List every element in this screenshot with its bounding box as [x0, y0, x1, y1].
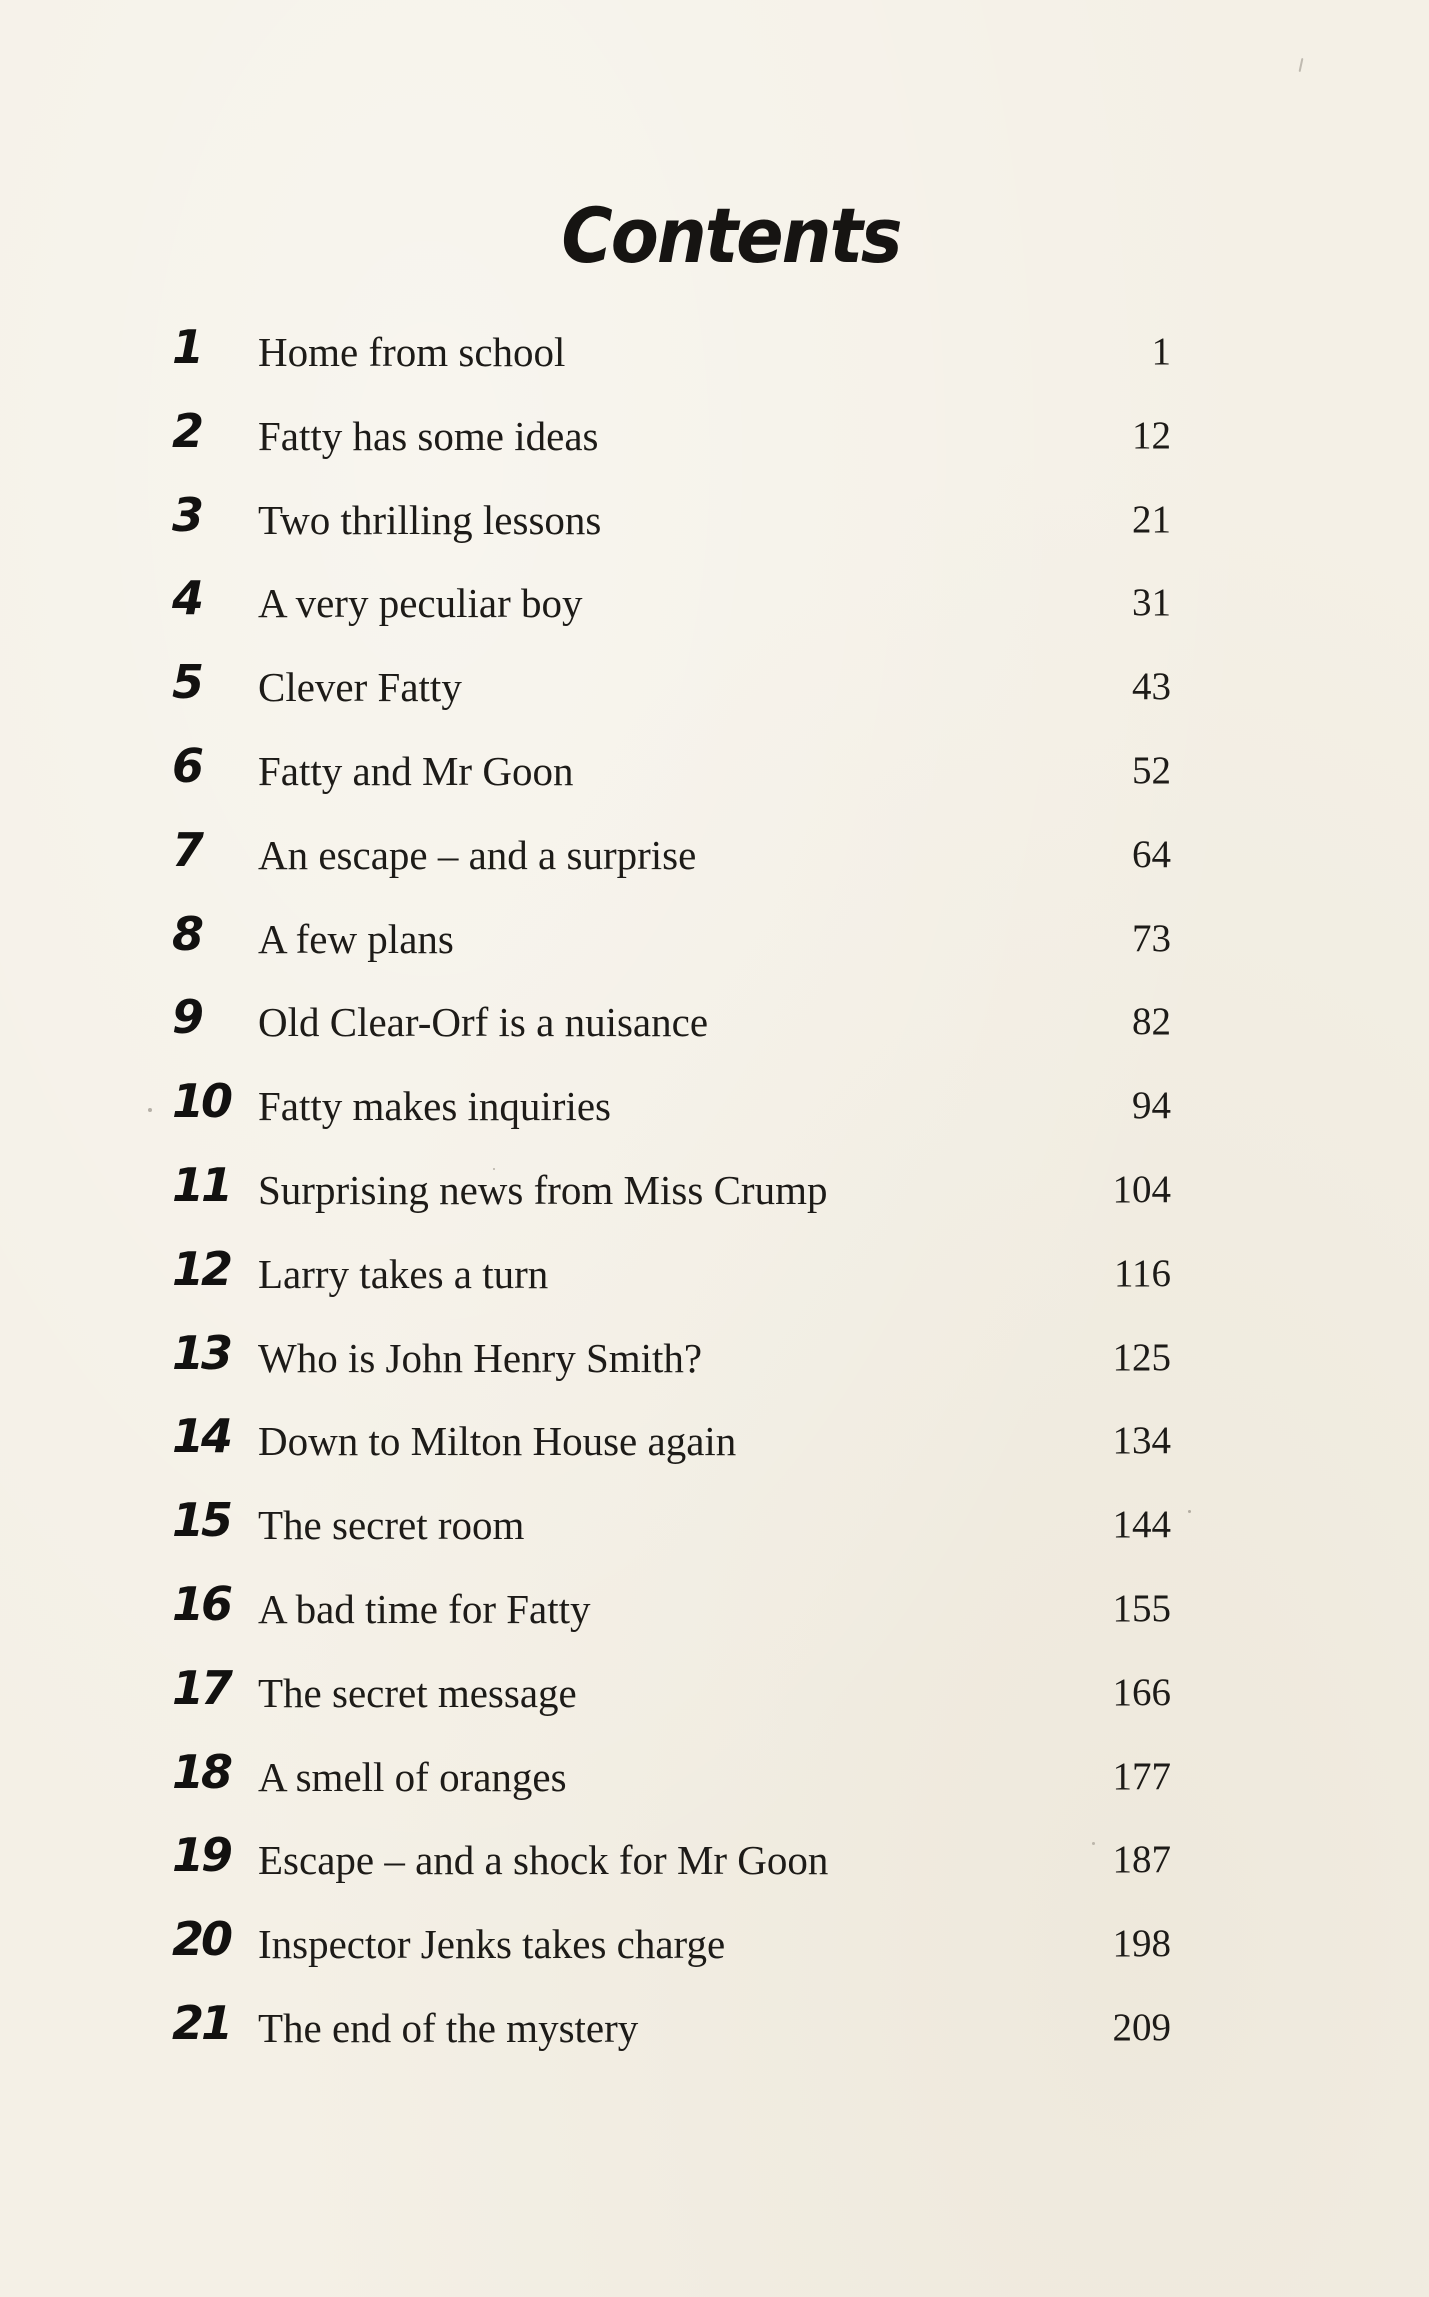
toc-entry: [0, 1491, 1429, 1575]
chapter-page-number: 1: [1151, 330, 1171, 373]
chapter-number: 19: [172, 1828, 231, 1883]
toc-entry: [0, 1072, 1429, 1156]
chapter-number: 10: [172, 1074, 231, 1129]
chapter-page-number: 52: [1132, 748, 1171, 792]
chapter-title: Fatty makes inquiries: [258, 1083, 612, 1130]
chapter-page-number: 166: [1112, 1670, 1171, 1714]
chapter-page-number: 104: [1112, 1167, 1171, 1211]
toc-entry: [0, 318, 1429, 402]
chapter-page-number: 187: [1112, 1838, 1171, 1882]
chapter-page-number: 209: [1112, 2005, 1171, 2049]
chapter-title: Surprising news from Miss Crump: [258, 1166, 828, 1213]
chapter-number: 6: [172, 738, 202, 793]
chapter-number: 13: [172, 1325, 231, 1380]
chapter-title: A very peculiar boy: [258, 580, 583, 627]
toc-entry: [0, 988, 1429, 1072]
chapter-title: Home from school: [258, 329, 566, 375]
toc-entry: [0, 905, 1429, 989]
chapter-number: 18: [172, 1744, 231, 1799]
chapter-number: 11: [172, 1157, 231, 1212]
toc-entry: [0, 1156, 1429, 1240]
chapter-number: 1: [172, 320, 202, 374]
chapter-number: 17: [172, 1660, 231, 1715]
chapter-page-number: 21: [1132, 497, 1171, 541]
toc-entry: [0, 1575, 1429, 1659]
toc-entry: [0, 1324, 1429, 1408]
chapter-number: 2: [172, 403, 202, 458]
chapter-page-number: 12: [1132, 413, 1171, 457]
chapter-page-number: 116: [1113, 1251, 1171, 1295]
toc-entry: [0, 1994, 1429, 2078]
table-of-contents: [0, 318, 1429, 2078]
chapter-number: 5: [172, 655, 202, 710]
toc-entry: [0, 569, 1429, 653]
chapter-page-number: 198: [1112, 1922, 1171, 1966]
chapter-title: Who is John Henry Smith?: [258, 1334, 703, 1381]
chapter-number: 12: [172, 1241, 231, 1296]
chapter-title: The secret message: [258, 1669, 577, 1716]
chapter-title: An escape – and a surprise: [258, 831, 697, 878]
chapter-number: 15: [172, 1493, 231, 1548]
toc-entry: [0, 821, 1429, 905]
toc-entry: [0, 1743, 1429, 1827]
chapter-number: 4: [172, 571, 202, 626]
chapter-title: Fatty and Mr Goon: [258, 747, 574, 794]
toc-entry: [0, 1659, 1429, 1743]
chapter-title: A smell of oranges: [258, 1753, 567, 1800]
chapter-page-number: 64: [1132, 832, 1171, 876]
toc-entry: [0, 1407, 1429, 1491]
chapter-number: 16: [172, 1576, 231, 1631]
chapter-number: 9: [172, 990, 202, 1045]
toc-entry: [0, 1910, 1429, 1994]
chapter-title: The secret room: [258, 1502, 525, 1549]
page-title: Contents: [561, 191, 901, 281]
chapter-title: The end of the mystery: [258, 2004, 639, 2051]
toc-entry: [0, 737, 1429, 821]
chapter-page-number: 144: [1112, 1503, 1171, 1547]
chapter-page-number: 155: [1112, 1586, 1171, 1630]
chapter-title: Down to Milton House again: [258, 1418, 737, 1465]
chapter-number: 21: [172, 1995, 231, 2050]
chapter-title: Fatty has some ideas: [258, 412, 599, 459]
chapter-page-number: 73: [1132, 916, 1171, 960]
toc-entry: [0, 653, 1429, 737]
toc-entry: [0, 1826, 1429, 1910]
chapter-page-number: 31: [1132, 581, 1171, 625]
chapter-page-number: 94: [1132, 1084, 1171, 1128]
chapter-title: Two thrilling lessons: [258, 496, 602, 543]
chapter-title: Clever Fatty: [258, 664, 462, 711]
chapter-title: A few plans: [258, 915, 454, 962]
chapter-title: A bad time for Fatty: [258, 1585, 591, 1632]
paper-speck: [1299, 58, 1304, 72]
toc-entry: [0, 402, 1429, 486]
chapter-number: 14: [172, 1409, 231, 1464]
chapter-title: Larry takes a turn: [258, 1250, 549, 1297]
chapter-number: 3: [172, 487, 202, 542]
chapter-title: Escape – and a shock for Mr Goon: [258, 1837, 829, 1884]
chapter-page-number: 125: [1112, 1335, 1171, 1379]
chapter-page-number: 177: [1112, 1754, 1171, 1798]
toc-entry: [0, 486, 1429, 570]
toc-entry: [0, 1240, 1429, 1324]
chapter-title: Old Clear-Orf is a nuisance: [258, 999, 709, 1046]
chapter-page-number: 43: [1132, 665, 1171, 709]
chapter-page-number: 82: [1132, 1000, 1171, 1044]
chapter-title: Inspector Jenks takes charge: [258, 1921, 726, 1968]
chapter-number: 20: [172, 1912, 231, 1967]
chapter-number: 7: [172, 822, 202, 877]
chapter-number: 8: [172, 906, 202, 961]
chapter-page-number: 134: [1112, 1419, 1171, 1463]
